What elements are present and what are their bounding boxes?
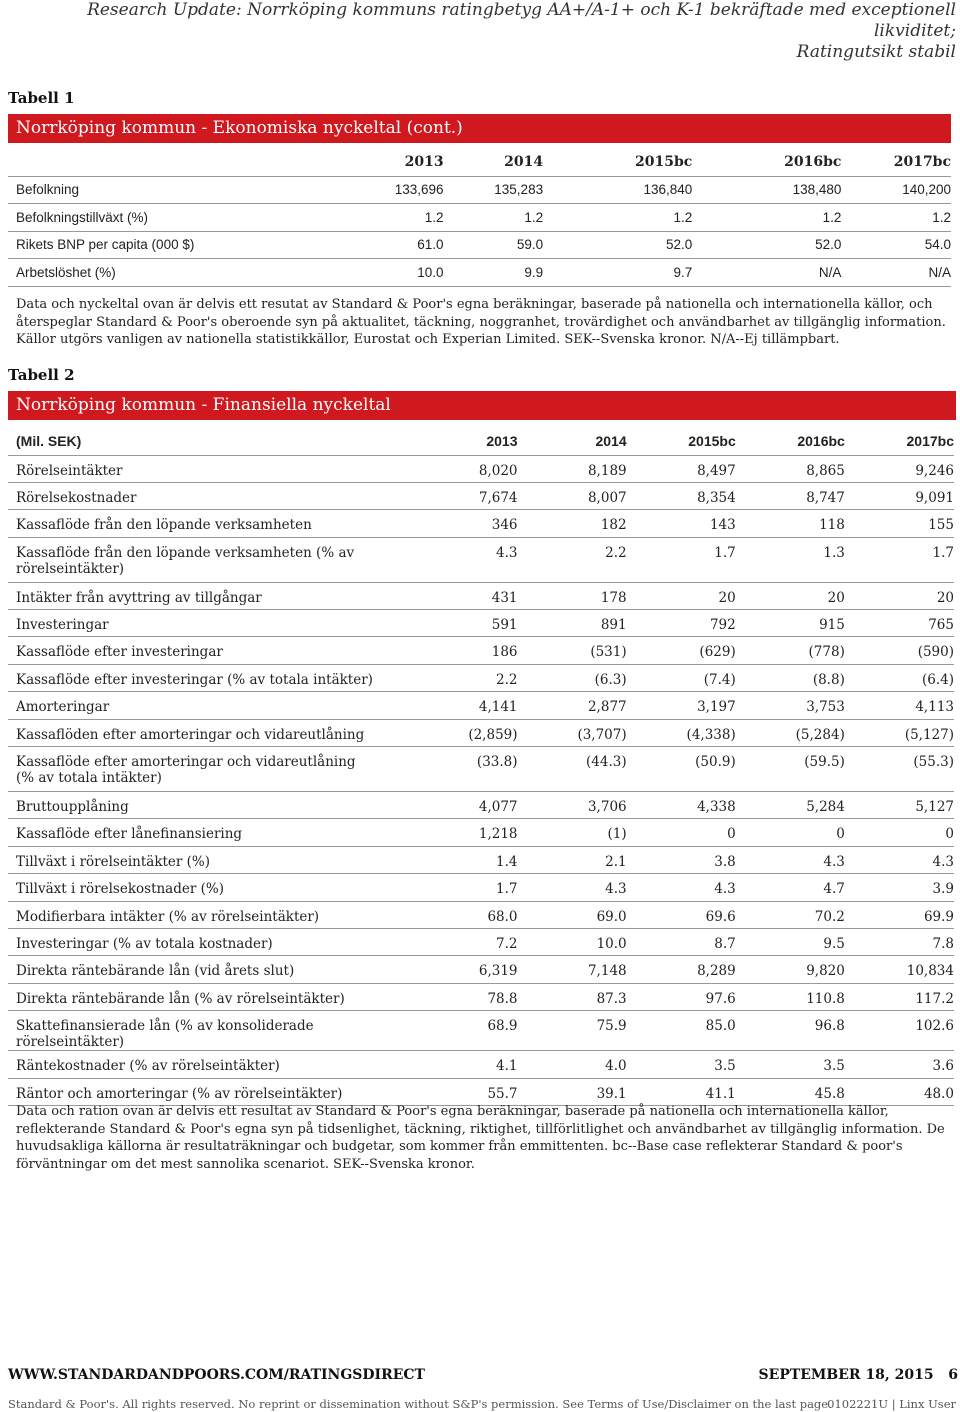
- row-label: Rörelsekostnader: [8, 482, 408, 509]
- cell-value: 9.7: [543, 259, 692, 287]
- table-row: [8, 664, 954, 691]
- cell-value: 69.0: [518, 901, 627, 928]
- cell-value: 52.0: [543, 231, 692, 259]
- cell-value: 891: [518, 610, 627, 637]
- cell-value: 3,753: [736, 692, 845, 719]
- cell-value: 1.2: [444, 204, 544, 232]
- table-row: [8, 874, 954, 901]
- cell-value: (7.4): [627, 664, 736, 691]
- cell-value: 182: [518, 510, 627, 537]
- cell-value: 1.4: [408, 846, 517, 873]
- cell-value: (5,284): [736, 719, 845, 746]
- cell-value: 1.2: [270, 204, 444, 232]
- cell-value: 8,007: [518, 482, 627, 509]
- table-row: [8, 719, 954, 746]
- column-header: 2015bc: [627, 427, 736, 455]
- cell-value: 102.6: [845, 1011, 954, 1051]
- table-row: [8, 582, 954, 609]
- cell-value: (778): [736, 637, 845, 664]
- row-label: Bruttoupplåning: [8, 792, 408, 819]
- cell-value: (6.4): [845, 664, 954, 691]
- table-row: [8, 1051, 954, 1078]
- cell-value: 2,877: [518, 692, 627, 719]
- row-label: Kassaflöden efter amorteringar och vidareutlåning: [8, 719, 408, 746]
- row-label: Amorteringar: [8, 692, 408, 719]
- cell-value: 4.3: [518, 874, 627, 901]
- column-header: 2013: [408, 427, 517, 455]
- row-label: Direkta räntebärande lån (% av rörelseintäkter): [8, 983, 408, 1010]
- table1-title-banner: Norrköping kommun - Ekonomiska nyckeltal (cont.): [8, 114, 951, 143]
- table-row: [8, 204, 951, 232]
- cell-value: 8,354: [627, 482, 736, 509]
- cell-value: 6,319: [408, 956, 517, 983]
- cell-value: N/A: [692, 259, 841, 287]
- cell-value: 117.2: [845, 983, 954, 1010]
- cell-value: 3,706: [518, 792, 627, 819]
- cell-value: 9,820: [736, 956, 845, 983]
- table2-note: Data och ration ovan är delvis ett resultat av Standard & Poor's egna beräkningar, baserade på nationella och internationella källor, reflekterande Standard & Poor's egna syn på tidsenlighet, täckning, riktighet, tillförlitlighet och användbarhet av tillgänglig information. De huvudsakliga källorna är resultaträkningar och budgetar, som kommer från emmittenten. bc--Base case reflekterar Standard & poor's förväntningar om det mest sannolika scenariot. SEK--Svenska kronor.: [16, 1104, 945, 1172]
- header-corner: [8, 148, 270, 176]
- cell-value: 4.3: [408, 537, 517, 582]
- cell-value: 155: [845, 510, 954, 537]
- document-id: 0102221U | Linx User: [827, 1397, 956, 1411]
- cell-value: 0: [627, 819, 736, 846]
- table-row: [8, 537, 954, 582]
- column-header: 2017bc: [841, 148, 951, 176]
- table1: [8, 148, 951, 287]
- cell-value: (629): [627, 637, 736, 664]
- column-header: 2017bc: [845, 427, 954, 455]
- cell-value: 346: [408, 510, 517, 537]
- cell-value: 8,497: [627, 455, 736, 482]
- table-row: [8, 610, 954, 637]
- cell-value: (531): [518, 637, 627, 664]
- cell-value: 3.5: [627, 1051, 736, 1078]
- header-line-1: Research Update: Norrköping kommuns ratingbetyg AA+/A-1+ och K-1 bekräftade med exceptionell likviditet;: [87, 0, 956, 41]
- cell-value: 3.9: [845, 874, 954, 901]
- cell-value: 4,338: [627, 792, 736, 819]
- cell-value: 133,696: [270, 176, 444, 204]
- table-row: [8, 510, 954, 537]
- cell-value: 9,091: [845, 482, 954, 509]
- cell-value: 10,834: [845, 956, 954, 983]
- cell-value: 8,020: [408, 455, 517, 482]
- cell-value: 45.8: [736, 1078, 845, 1105]
- cell-value: (50.9): [627, 747, 736, 792]
- cell-value: 8,289: [627, 956, 736, 983]
- cell-value: 4.7: [736, 874, 845, 901]
- cell-value: 2.2: [518, 537, 627, 582]
- cell-value: 4,113: [845, 692, 954, 719]
- cell-value: 8,747: [736, 482, 845, 509]
- row-label: Befolkningstillväxt (%): [8, 204, 270, 232]
- cell-value: 2.2: [408, 664, 517, 691]
- cell-value: 9.5: [736, 928, 845, 955]
- row-label: Kassaflöde efter investeringar (% av totala intäkter): [8, 664, 408, 691]
- cell-value: (2,859): [408, 719, 517, 746]
- header-line-2: Ratingutsikt stabil: [796, 42, 956, 62]
- row-label: Befolkning: [8, 176, 270, 204]
- footer-url[interactable]: WWW.STANDARDANDPOORS.COM/RATINGSDIRECT: [8, 1367, 425, 1383]
- cell-value: 96.8: [736, 1011, 845, 1051]
- column-header: 2014: [444, 148, 544, 176]
- running-header: [0, 0, 960, 63]
- row-label: Rörelseintäkter: [8, 455, 408, 482]
- row-label: Arbetslöshet (%): [8, 259, 270, 287]
- cell-value: 68.0: [408, 901, 517, 928]
- cell-value: 1.7: [845, 537, 954, 582]
- row-label: Räntor och amorteringar (% av rörelseintäkter): [8, 1078, 408, 1105]
- table-row: [8, 983, 954, 1010]
- table-row: [8, 1011, 954, 1051]
- cell-value: 78.8: [408, 983, 517, 1010]
- cell-value: 3,197: [627, 692, 736, 719]
- cell-value: 1.2: [692, 204, 841, 232]
- cell-value: 7.2: [408, 928, 517, 955]
- cell-value: 0: [736, 819, 845, 846]
- row-label: Kassaflöde från den löpande verksamheten: [8, 510, 408, 537]
- cell-value: 4.3: [736, 846, 845, 873]
- cell-value: 54.0: [841, 231, 951, 259]
- row-label: Rikets BNP per capita (000 $): [8, 231, 270, 259]
- cell-value: 87.3: [518, 983, 627, 1010]
- table2-caption: Tabell 2: [8, 366, 75, 384]
- table2-title-banner: Norrköping kommun - Finansiella nyckeltal: [8, 391, 956, 420]
- table-row: [8, 747, 954, 792]
- cell-value: 2.1: [518, 846, 627, 873]
- cell-value: 0: [845, 819, 954, 846]
- cell-value: N/A: [841, 259, 951, 287]
- row-label: Direkta räntebärande lån (vid årets slut): [8, 956, 408, 983]
- table-row: [8, 455, 954, 482]
- cell-value: 7,148: [518, 956, 627, 983]
- cell-value: (33.8): [408, 747, 517, 792]
- table-row: [8, 1078, 954, 1105]
- table-row: [8, 901, 954, 928]
- cell-value: 915: [736, 610, 845, 637]
- cell-value: 55.7: [408, 1078, 517, 1105]
- table1-note: Data och nyckeltal ovan är delvis ett resutat av Standard & Poor's egna beräkningar, baserade på nationella och internationella källor, och återspeglar Standard & Poor's oberoende syn på aktualitet, täckning, noggranhet, trovärdighet och användbarhet av tillgänglig information. Källor utgörs vanligen av nationella statistikkällor, Eurostat och Experian Limited. SEK--Svenska kronor. N/A--Ej tillämpbart.: [16, 297, 946, 347]
- cell-value: 10.0: [270, 259, 444, 287]
- cell-value: 3.6: [845, 1051, 954, 1078]
- column-header: 2015bc: [543, 148, 692, 176]
- column-header: 2014: [518, 427, 627, 455]
- cell-value: 138,480: [692, 176, 841, 204]
- row-label: Tillväxt i rörelseintäkter (%): [8, 846, 408, 873]
- cell-value: 4.3: [845, 846, 954, 873]
- cell-value: (4,338): [627, 719, 736, 746]
- cell-value: 140,200: [841, 176, 951, 204]
- header-corner: (Mil. SEK): [8, 427, 408, 455]
- cell-value: 431: [408, 582, 517, 609]
- cell-value: 1.2: [841, 204, 951, 232]
- table-row: [8, 846, 954, 873]
- table-header-row: [8, 427, 954, 455]
- cell-value: 765: [845, 610, 954, 637]
- cell-value: 48.0: [845, 1078, 954, 1105]
- table-row: [8, 259, 951, 287]
- cell-value: 69.6: [627, 901, 736, 928]
- cell-value: 7,674: [408, 482, 517, 509]
- cell-value: 20: [845, 582, 954, 609]
- row-label: Kassaflöde efter investeringar: [8, 637, 408, 664]
- cell-value: 8.7: [627, 928, 736, 955]
- row-label: Investeringar (% av totala kostnader): [8, 928, 408, 955]
- cell-value: (8.8): [736, 664, 845, 691]
- cell-value: 10.0: [518, 928, 627, 955]
- table-row: [8, 176, 951, 204]
- cell-value: 3.8: [627, 846, 736, 873]
- row-label: Tillväxt i rörelsekostnader (%): [8, 874, 408, 901]
- cell-value: 39.1: [518, 1078, 627, 1105]
- cell-value: 5,284: [736, 792, 845, 819]
- cell-value: 110.8: [736, 983, 845, 1010]
- table1-caption: Tabell 1: [8, 89, 75, 107]
- cell-value: 4.1: [408, 1051, 517, 1078]
- cell-value: 52.0: [692, 231, 841, 259]
- cell-value: 136,840: [543, 176, 692, 204]
- table-row: [8, 692, 954, 719]
- row-label: Kassaflöde efter amorteringar och vidareutlåning (% av totala intäkter): [8, 747, 408, 792]
- copyright-line: [8, 1397, 958, 1411]
- row-label: Kassaflöde från den löpande verksamheten (% av rörelseintäkter): [8, 537, 408, 582]
- cell-value: (59.5): [736, 747, 845, 792]
- table-header-row: [8, 148, 951, 176]
- row-label: Investeringar: [8, 610, 408, 637]
- cell-value: 75.9: [518, 1011, 627, 1051]
- cell-value: 5,127: [845, 792, 954, 819]
- column-header: 2013: [270, 148, 444, 176]
- table-row: [8, 819, 954, 846]
- cell-value: 70.2: [736, 901, 845, 928]
- cell-value: 97.6: [627, 983, 736, 1010]
- table-row: [8, 956, 954, 983]
- cell-value: (44.3): [518, 747, 627, 792]
- cell-value: 61.0: [270, 231, 444, 259]
- copyright-text: Standard & Poor's. All rights reserved. No reprint or dissemination without S&P's permission. See Terms of Use/Disclaimer on the last page.: [8, 1397, 832, 1411]
- table-row: [8, 792, 954, 819]
- table-row: [8, 231, 951, 259]
- column-header: 2016bc: [692, 148, 841, 176]
- cell-value: (1): [518, 819, 627, 846]
- table-row: [8, 482, 954, 509]
- cell-value: 68.9: [408, 1011, 517, 1051]
- cell-value: 7.8: [845, 928, 954, 955]
- cell-value: 135,283: [444, 176, 544, 204]
- cell-value: 178: [518, 582, 627, 609]
- cell-value: 1.3: [736, 537, 845, 582]
- table2: [8, 427, 954, 1106]
- table-row: [8, 637, 954, 664]
- cell-value: 59.0: [444, 231, 544, 259]
- cell-value: 85.0: [627, 1011, 736, 1051]
- row-label: Kassaflöde efter lånefinansiering: [8, 819, 408, 846]
- cell-value: 3.5: [736, 1051, 845, 1078]
- cell-value: (3,707): [518, 719, 627, 746]
- row-label: Räntekostnader (% av rörelseintäkter): [8, 1051, 408, 1078]
- footer: [8, 1367, 958, 1383]
- column-header: 2016bc: [736, 427, 845, 455]
- table-row: [8, 928, 954, 955]
- cell-value: (55.3): [845, 747, 954, 792]
- cell-value: 8,865: [736, 455, 845, 482]
- cell-value: 4.0: [518, 1051, 627, 1078]
- cell-value: (5,127): [845, 719, 954, 746]
- cell-value: (590): [845, 637, 954, 664]
- cell-value: 1,218: [408, 819, 517, 846]
- cell-value: 186: [408, 637, 517, 664]
- cell-value: 9.9: [444, 259, 544, 287]
- cell-value: 143: [627, 510, 736, 537]
- cell-value: 4,077: [408, 792, 517, 819]
- cell-value: 20: [736, 582, 845, 609]
- cell-value: 20: [627, 582, 736, 609]
- cell-value: 4,141: [408, 692, 517, 719]
- footer-date-page: SEPTEMBER 18, 2015 6: [758, 1367, 958, 1383]
- cell-value: 9,246: [845, 455, 954, 482]
- cell-value: 1.7: [627, 537, 736, 582]
- row-label: Modifierbara intäkter (% av rörelseintäkter): [8, 901, 408, 928]
- cell-value: 118: [736, 510, 845, 537]
- row-label: Skattefinansierade lån (% av konsoliderade rörelseintäkter): [8, 1011, 408, 1051]
- cell-value: 1.2: [543, 204, 692, 232]
- cell-value: 1.7: [408, 874, 517, 901]
- cell-value: 69.9: [845, 901, 954, 928]
- cell-value: 591: [408, 610, 517, 637]
- cell-value: 4.3: [627, 874, 736, 901]
- cell-value: (6.3): [518, 664, 627, 691]
- cell-value: 792: [627, 610, 736, 637]
- row-label: Intäkter från avyttring av tillgångar: [8, 582, 408, 609]
- cell-value: 8,189: [518, 455, 627, 482]
- cell-value: 41.1: [627, 1078, 736, 1105]
